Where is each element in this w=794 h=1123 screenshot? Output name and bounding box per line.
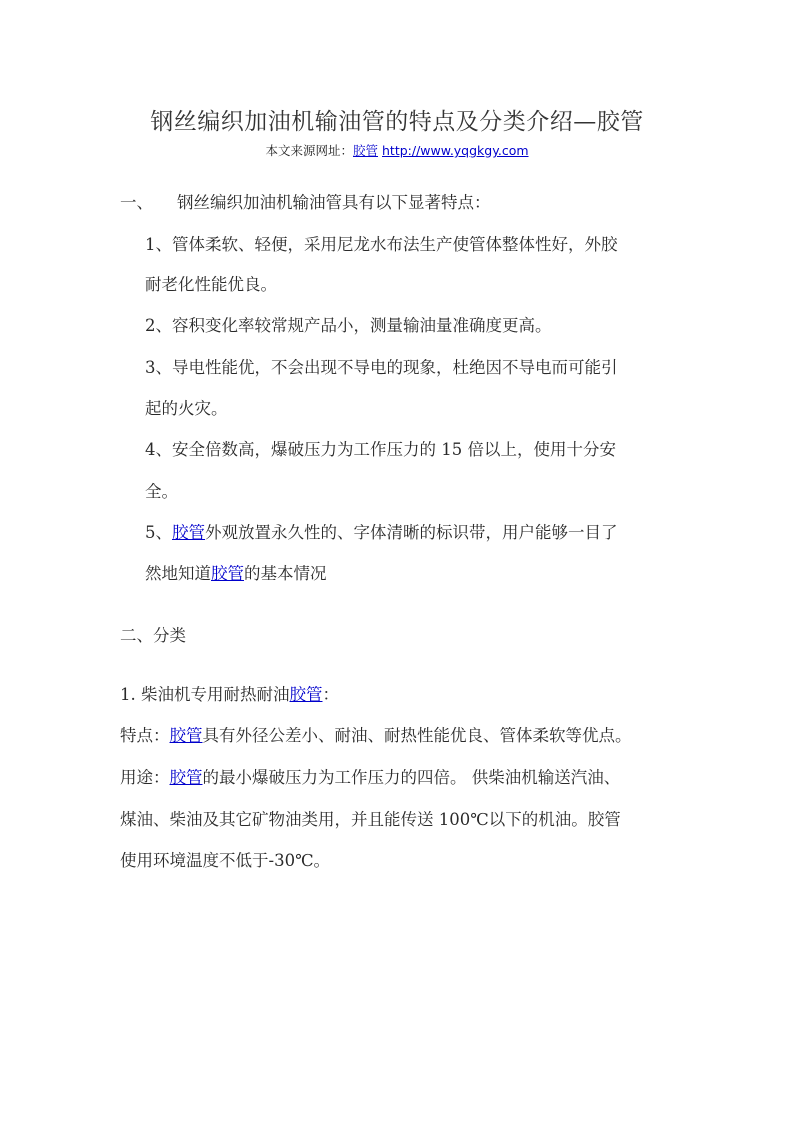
source-prefix: 本文来源网址： <box>265 143 353 158</box>
section1-heading: 钢丝编织加油机输油管具有以下显著特点： <box>177 193 491 212</box>
subsection1-suffix: ： <box>322 685 339 704</box>
item5-hose-link[interactable]: 胶管 <box>172 523 205 542</box>
features-label: 特点： <box>120 726 170 745</box>
item1-line1: 1、管体柔软、轻便，采用尼龙水布法生产使管体整体性好，外胶 <box>145 235 618 254</box>
usage-line3: 使用环境温度不低于-30℃。 <box>120 851 331 870</box>
item3-line1: 3、导电性能优，不会出现不导电的现象，杜绝因不导电而可能引 <box>145 358 618 377</box>
item5-line2-prefix: 然地知道 <box>145 564 211 583</box>
usage-line1 <box>120 766 620 790</box>
subsection1-hose-link[interactable]: 胶管 <box>289 685 323 704</box>
item5-line2-hose-link[interactable]: 胶管 <box>211 564 244 583</box>
item5-prefix: 5、 <box>145 523 172 542</box>
features-text: 具有外径公差小、耐油、耐热性能优良、管体柔软等优点。 <box>202 726 632 745</box>
usage-label: 用途： <box>120 768 170 787</box>
usage-text: 的最小爆破压力为工作压力的四倍。 供柴油机输送汽油、 <box>202 768 621 787</box>
features-hose-link[interactable]: 胶管 <box>169 726 203 745</box>
item4-line2: 全。 <box>145 482 178 501</box>
source-keyword-link[interactable]: 胶管 <box>353 143 379 158</box>
item5-line2-text: 的基本情况 <box>244 564 327 583</box>
page-title: 钢丝编织加油机输油管的特点及分类介绍—胶管 <box>150 109 644 135</box>
item5-text: 外观放置永久性的、字体清晰的标识带，用户能够一目了 <box>205 523 618 542</box>
item5-line1 <box>145 521 618 545</box>
features-line <box>120 724 632 748</box>
item3-line2: 起的火灾。 <box>145 399 228 418</box>
item5-line2 <box>145 562 327 586</box>
item1-line2: 耐老化性能优良。 <box>145 275 277 294</box>
source-url-link[interactable]: http://www.yqgkgy.com <box>382 143 529 158</box>
subsection1-heading <box>120 683 339 707</box>
section2-heading: 二、分类 <box>120 626 186 645</box>
usage-hose-link[interactable]: 胶管 <box>169 768 203 787</box>
item4-line1: 4、安全倍数高，爆破压力为工作压力的 15 倍以上，使用十分安 <box>145 440 616 459</box>
source-line <box>0 141 794 159</box>
usage-line2: 煤油、柴油及其它矿物油类用，并且能传送 100℃以下的机油。胶管 <box>120 810 621 829</box>
subsection1-prefix: 1. 柴油机专用耐热耐油 <box>120 685 290 704</box>
item2-line1: 2、容积变化率较常规产品小，测量输油量准确度更高。 <box>145 316 552 335</box>
section1-number: 一、 <box>120 193 153 212</box>
